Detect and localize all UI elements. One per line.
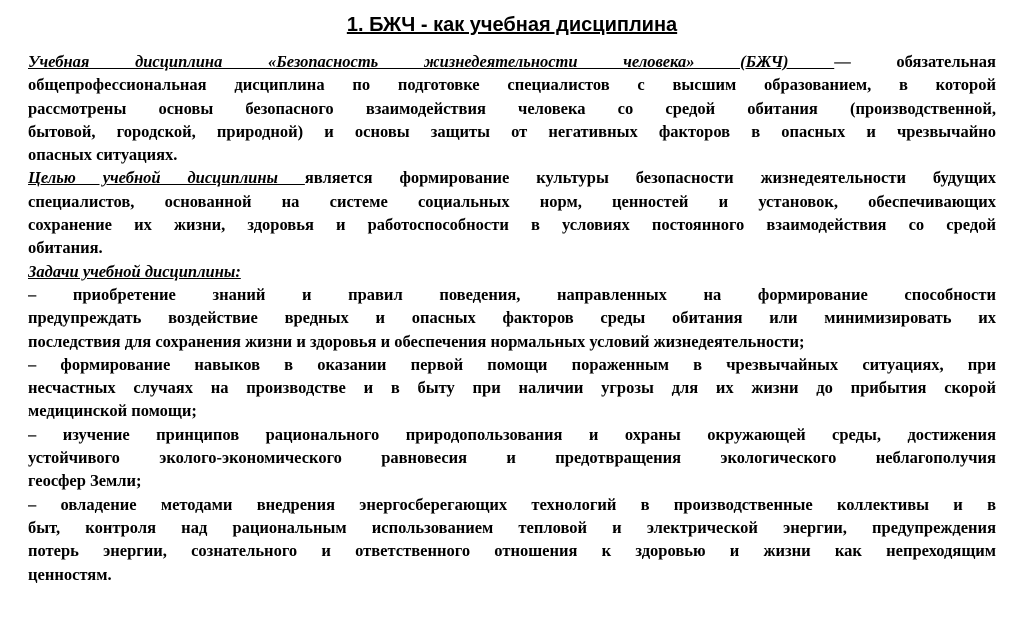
text-segment: устойчивого эколого-экономического равновесия и предотвращения экологического неблагополучия: [28, 448, 996, 468]
text-segment: последствия для сохранения жизни и здоровья и обеспечения нормальных условий жизнедеятельности;: [28, 331, 805, 351]
text-line: [28, 166, 996, 189]
text-segment: опасных ситуациях.: [28, 145, 178, 165]
text-line: [28, 306, 996, 329]
text-line: [28, 143, 996, 166]
text-segment: – формирование навыков в оказании первой помощи пораженным в чрезвычайных ситуациях, при: [28, 354, 996, 374]
text-line: [28, 236, 996, 259]
text-segment: является формирование культуры безопасности жизнедеятельности будущих: [304, 168, 996, 188]
text-segment: – изучение принципов рационального природопользования и охраны окружающей среды, достижения: [28, 424, 996, 444]
text-segment: сохранение их жизни, здоровья и работоспособности в условиях постоянного взаимодействия со средой: [28, 215, 996, 235]
text-segment: общепрофессиональная дисциплина по подготовке специалистов с высшим образованием, в которой: [28, 75, 996, 95]
text-segment: быт, контроля над рациональным использованием тепловой и электрической энергии, предупреждения: [28, 517, 996, 537]
text-line: [28, 97, 996, 120]
emphasized-text: Целью учебной дисциплины: [28, 168, 305, 188]
text-line: [28, 213, 996, 236]
text-segment: несчастных случаях на производстве и в быту при наличии угрозы для их жизни до прибытия скорой: [28, 378, 996, 398]
text-line: [28, 563, 996, 586]
text-segment: – овладение методами внедрения энергосберегающих технологий в производственные коллективы и в: [28, 494, 996, 514]
text-line: [28, 376, 996, 399]
text-line: [28, 330, 996, 353]
text-line: [28, 73, 996, 96]
text-segment: рассмотрены основы безопасного взаимодействия человека со средой обитания (производственной,: [28, 98, 996, 118]
text-segment: — обязательная: [834, 52, 996, 71]
text-segment: обитания.: [28, 238, 103, 258]
text-segment: медицинской помощи;: [28, 401, 197, 421]
text-line: [28, 516, 996, 539]
text-segment: ценностям.: [28, 564, 112, 584]
text-line: [28, 260, 996, 283]
text-line: [28, 190, 996, 213]
text-line: [28, 423, 996, 446]
text-segment: – приобретение знаний и правил поведения, направленных на формирование способности: [28, 284, 996, 304]
text-line: [28, 283, 996, 306]
text-segment: геосфер Земли;: [28, 471, 142, 491]
text-segment: потерь энергии, сознательного и ответственного отношения к здоровью и жизни как непреходящим: [28, 541, 996, 561]
text-line: [28, 50, 996, 73]
text-segment: специалистов, основанной на системе социальных норм, ценностей и установок, обеспечивающих: [28, 191, 996, 211]
text-segment: предупреждать воздействие вредных и опасных факторов среды обитания или минимизировать их: [28, 308, 996, 328]
emphasized-text: Учебная дисциплина «Безопасность жизнедеятельности человека» (БЖЧ): [28, 52, 835, 71]
text-segment: бытовой, городской, природной) и основы защиты от негативных факторов в опасных и чрезвычайно: [28, 121, 996, 141]
text-line: [28, 120, 996, 143]
text-line: [28, 399, 996, 422]
slide-title: 1. БЖЧ - как учебная дисциплина: [346, 14, 678, 36]
text-line: [28, 469, 996, 492]
text-line: [28, 446, 996, 469]
emphasized-text: Задачи учебной дисциплины:: [28, 261, 241, 281]
slide-body: [28, 50, 996, 586]
text-line: [28, 353, 996, 376]
text-line: [28, 539, 996, 562]
text-line: [28, 493, 996, 516]
